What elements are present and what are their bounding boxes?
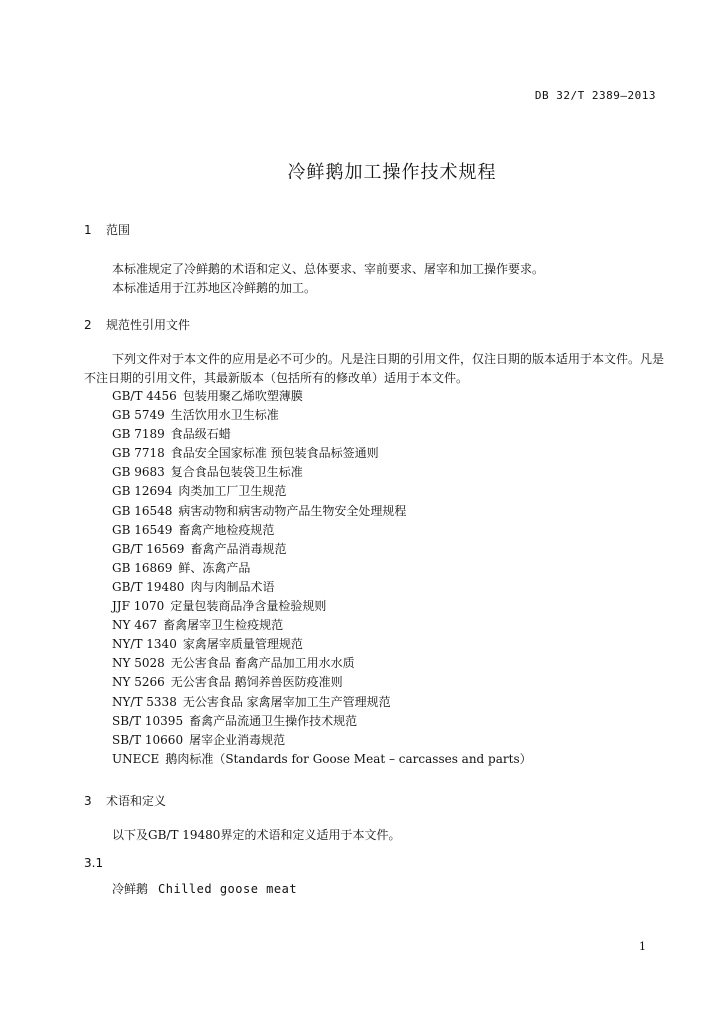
- document-title: 冷鲜鹅加工操作技术规程: [287, 162, 497, 183]
- reference-code: GB 16549: [112, 522, 173, 537]
- reference-code: GB 9683: [112, 465, 165, 480]
- term-entry: [112, 880, 297, 897]
- subsection-number: 3.1: [84, 856, 104, 870]
- reference-item: [112, 750, 532, 769]
- reference-item: [112, 635, 532, 654]
- term-english: Chilled goose meat: [158, 882, 298, 896]
- reference-title: 畜禽屠宰卫生检疫规范: [163, 618, 284, 633]
- reference-title: 家禽屠宰质量管理规范: [182, 637, 303, 652]
- reference-code: JJF 1070: [112, 599, 165, 614]
- terms-intro: 以下及GB/T 19480界定的术语和定义适用于本文件。: [112, 828, 401, 842]
- reference-code: GB/T 4456: [112, 389, 177, 403]
- reference-title: 包装用聚乙烯吹塑薄膜: [182, 389, 303, 403]
- reference-item: [112, 597, 532, 616]
- reference-title: 肉类加工厂卫生规范: [178, 484, 287, 499]
- section-title: 规范性引用文件: [106, 318, 191, 332]
- reference-title: 畜禽产地检疫规范: [178, 522, 275, 537]
- reference-item: [112, 693, 532, 712]
- reference-list: [112, 387, 532, 769]
- reference-item: [112, 654, 532, 673]
- reference-code: GB/T 19480: [112, 579, 185, 594]
- reference-item: [112, 425, 532, 444]
- reference-item: [112, 540, 532, 559]
- reference-code: GB 16548: [112, 503, 173, 518]
- scope-paragraph: 本标准规定了冷鲜鹅的术语和定义、总体要求、宰前要求、屠宰和加工操作要求。: [112, 262, 545, 276]
- section-title: 范围: [106, 223, 131, 237]
- reference-title: 畜禽产品消毒规范: [190, 541, 287, 556]
- reference-code: GB 7189: [112, 427, 165, 442]
- section-heading-terms: [84, 792, 166, 809]
- section-heading-scope: [84, 221, 130, 238]
- reference-title: 鹅肉标准（Standards for Goose Meat – carcasses and parts）: [165, 751, 532, 766]
- reference-title: 肉与肉制品术语: [190, 579, 275, 594]
- reference-title: 屠宰企业消毒规范: [189, 732, 286, 747]
- reference-item: [112, 521, 532, 540]
- reference-title: 无公害食品 畜禽产品加工用水水质: [170, 656, 355, 671]
- reference-item: [112, 712, 532, 731]
- reference-title: 食品级石蜡: [170, 427, 231, 442]
- reference-code: NY 5266: [112, 675, 165, 690]
- reference-code: GB 16869: [112, 560, 173, 575]
- reference-item: [112, 387, 532, 406]
- reference-title: 畜禽产品流通卫生操作技术规范: [189, 713, 358, 728]
- reference-item: [112, 616, 532, 635]
- reference-item: [112, 444, 532, 463]
- reference-code: NY 5028: [112, 656, 165, 671]
- scope-paragraph: 本标准适用于江苏地区冷鲜鹅的加工。: [112, 281, 317, 295]
- section-heading-normative-refs: [84, 316, 190, 333]
- reference-title: 复合食品包装袋卫生标准: [170, 465, 303, 480]
- reference-code: NY/T 5338: [112, 694, 177, 709]
- reference-code: GB 7718: [112, 446, 165, 461]
- reference-title: 病害动物和病害动物产品生物安全处理规程: [178, 503, 407, 518]
- reference-item: [112, 406, 532, 425]
- reference-item: [112, 482, 532, 501]
- term-chinese: 冷鲜鹅: [112, 882, 149, 896]
- section-number: 1: [84, 223, 92, 237]
- reference-item: [112, 578, 532, 597]
- reference-title: 鲜、冻禽产品: [178, 560, 251, 575]
- reference-title: 生活饮用水卫生标准: [170, 408, 279, 423]
- reference-title: 无公害食品 鹅饲养兽医防疫准则: [170, 675, 343, 690]
- reference-code: SB/T 10660: [112, 732, 184, 747]
- reference-title: 定量包装商品净含量检验规则: [170, 599, 327, 614]
- reference-code: GB/T 16569: [112, 541, 185, 556]
- section-title: 术语和定义: [106, 794, 167, 808]
- reference-code: GB 5749: [112, 408, 165, 423]
- reference-code: NY/T 1340: [112, 637, 177, 652]
- section-number: 3: [84, 794, 92, 808]
- reference-item: [112, 673, 532, 692]
- reference-code: UNECE: [112, 751, 160, 766]
- reference-item: [112, 559, 532, 578]
- reference-title: 食品安全国家标准 预包装食品标签通则: [170, 446, 379, 461]
- reference-item: [112, 731, 532, 750]
- page-number: 1: [639, 940, 646, 953]
- section-number: 2: [84, 318, 92, 332]
- reference-code: SB/T 10395: [112, 713, 184, 728]
- reference-item: [112, 502, 532, 521]
- reference-title: 无公害食品 家禽屠宰加工生产管理规范: [182, 694, 391, 709]
- reference-item: [112, 463, 532, 482]
- reference-code: NY 467: [112, 618, 158, 633]
- reference-code: GB 12694: [112, 484, 173, 499]
- normative-refs-intro: 下列文件对于本文件的应用是必不可少的。凡是注日期的引用文件，仅注日期的版本适用于本文件。凡是不注日期的引用文件，其最新版本（包括所有的修改单）适用于本文件。: [84, 352, 665, 385]
- standard-code: DB 32/T 2389—2013: [534, 89, 656, 102]
